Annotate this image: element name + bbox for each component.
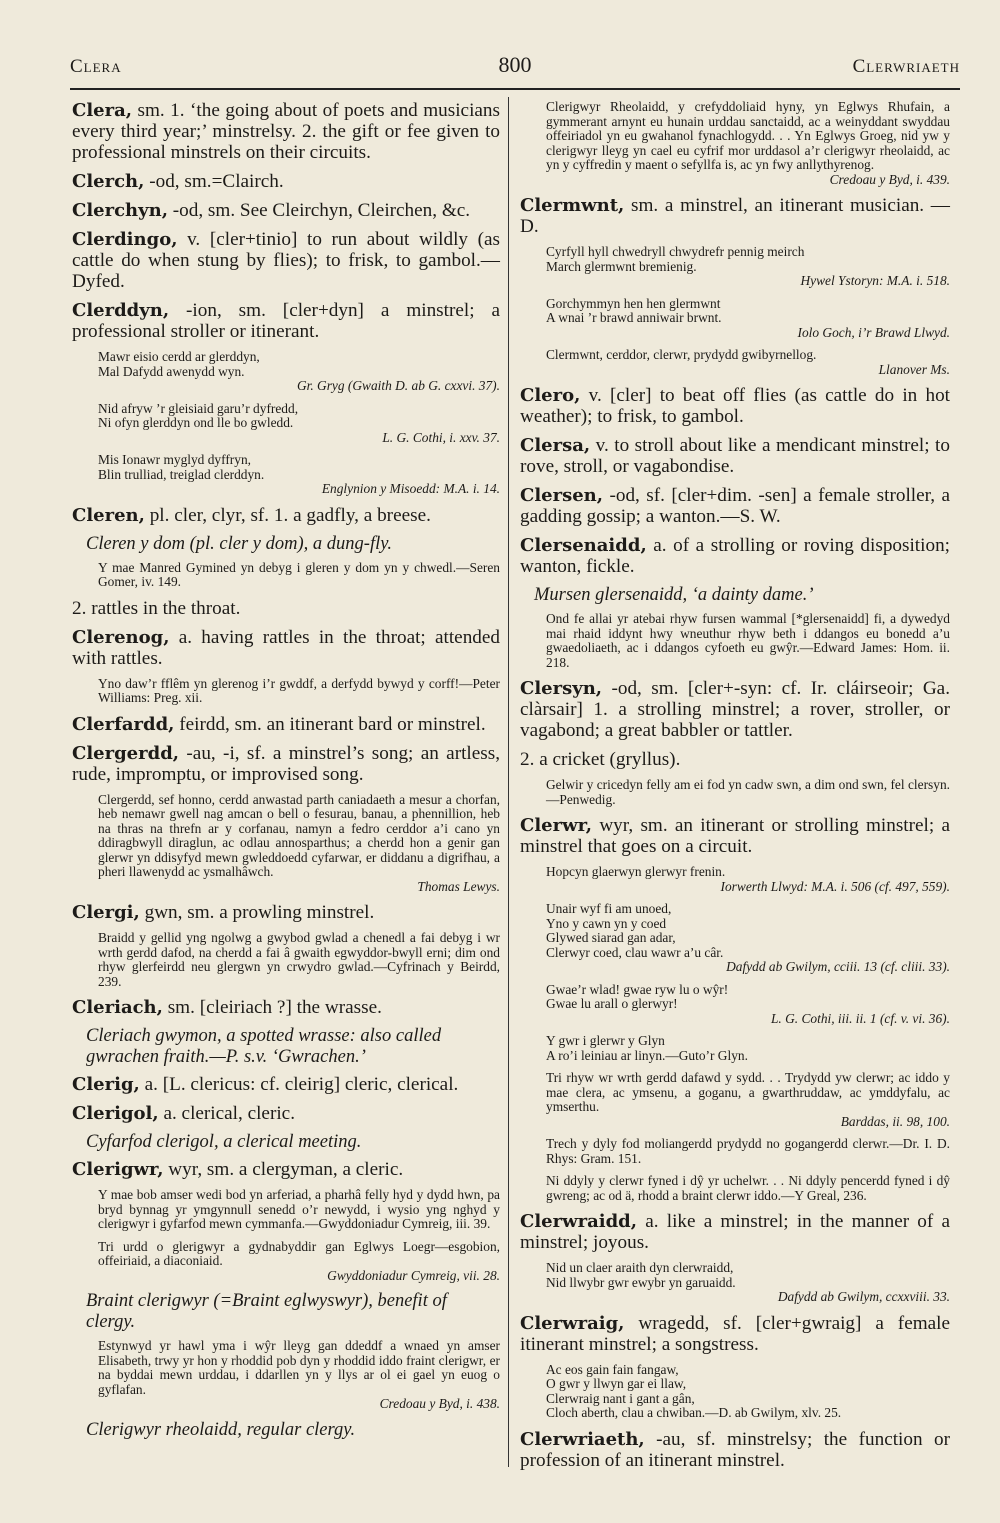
citation-quote bbox=[546, 983, 950, 1027]
quote-text: Y mae Manred Gymined yn debyg i gleren y dom yn y chwedl.—Seren Gomer, iv. 149. bbox=[98, 559, 500, 589]
quote-text: Gelwir y cricedyn felly am ei fod yn cadw swn, a dim ond swn, fel clersyn.—Penwedig. bbox=[546, 777, 950, 807]
quote-text: Clerigwyr Rheolaidd, y crefyddoliaid hyny, yn Eglwys Rhufain, a gymmerant arnynt eu hunain urddau sanctaidd, ac a weinyddant swyddau offeiriadol yn eu gwahanol fynachlogydd. . . Yn Eglwys Groeg, nid yw y clerigwyr lleyg yn cael eu cyfrif mor urddasol a’r clerigwyr rheolaidd, ac yn y cyffredin y maent o sefyllfa is, ac yn fwy anllythyrenog. bbox=[546, 99, 950, 172]
left-column bbox=[72, 100, 500, 1447]
citation-quote bbox=[98, 561, 500, 590]
citation-quote bbox=[98, 350, 500, 394]
dictionary-entry bbox=[72, 100, 500, 163]
entry-definition: wragedd, sf. [cler+gwraig] a female itinerant minstrel; a songstress. bbox=[520, 1312, 950, 1355]
entry-headword: Clerwriaeth, bbox=[520, 1428, 645, 1450]
quote-source: Gr. Gryg (Gwaith D. ab G. cxxvi. 37). bbox=[296, 378, 500, 393]
quote-text: Mawr eisio cerdd ar glerddyn, Mal Dafydd awenydd wyn. bbox=[98, 349, 260, 379]
dictionary-entry bbox=[520, 1313, 950, 1355]
entry-definition: a. of a strolling or roving disposition; wanton, fickle. bbox=[520, 535, 950, 577]
dictionary-entry bbox=[72, 743, 500, 785]
citation-quote bbox=[546, 1174, 950, 1203]
dictionary-entry bbox=[72, 598, 500, 619]
quote-text: Clergerdd, sef honno, cerdd anwastad parth caniadaeth a mesur a chorfan, heb nemawr gwell nag amcan o bell o fesurau, banau, a phennillion, heb na thras na threfn ar y corfanau, namyn a fedro cerddor a’i cano yn ddiragbwyll diraglun, ac odlau annosparthus; a cherdd hon a genir gan glerwr yn ddisyfyd mewn gwleddoedd cyfarwar, er diddanu a digrifhau, a pheri llawenydd ac ysmalhâwch. bbox=[98, 791, 500, 879]
dictionary-entry bbox=[520, 195, 950, 237]
quote-source: Gwyddoniadur Cymreig, vii. 28. bbox=[327, 1267, 500, 1283]
quote-source: Thomas Lewys. bbox=[417, 878, 500, 894]
entry-definition: wyr, sm. a clergyman, a cleric. bbox=[163, 1159, 404, 1180]
entry-definition: -od, sm. [cler+-syn: cf. Ir. cláirseoir; Ga. clàrsair] 1. a strolling minstrel; a rover, stroller, or vagabond; a great babbler or tattler. bbox=[520, 678, 950, 741]
citation-quote bbox=[546, 1363, 950, 1421]
quote-source: Dafydd ab Gwilym, ccxxviii. 33. bbox=[777, 1289, 950, 1304]
entry-headword: Clero, bbox=[520, 385, 581, 406]
quote-text: Gorchymmyn hen hen glermwnt A wnai ’r brawd anniwair brwnt. bbox=[546, 295, 722, 325]
entry-headword: Clergi, bbox=[72, 902, 140, 923]
citation-quote bbox=[546, 348, 950, 377]
dictionary-entry bbox=[520, 535, 950, 577]
quote-text: Gwae’r wlad! gwae ryw lu o wŷr! Gwae lu arall o glerwyr! bbox=[546, 981, 729, 1011]
quote-source: Englynion y Misoedd: M.A. i. 14. bbox=[321, 481, 500, 496]
sub-entry: Braint clerigwyr (=Braint eglwyswyr), benefit of clergy. bbox=[86, 1291, 447, 1332]
entry-headword: Clermwnt, bbox=[520, 195, 625, 216]
quote-text: Mis Ionawr myglyd dyffryn, Blin trulliad, treiglad clerddyn. bbox=[98, 452, 265, 482]
quote-text: Hopcyn glaerwyn glerwyr frenin. bbox=[546, 864, 726, 879]
sub-entry: Mursen glersenaidd, ‘a dainty dame.’ bbox=[534, 585, 814, 605]
dictionary-entry bbox=[72, 714, 500, 735]
quote-source: Credoau y Byd, i. 439. bbox=[829, 171, 950, 187]
quote-text: Braidd y gellid yng ngolwg a gwybod gwlad a chenedl a fai debyg i wr wrth gerdd dafod, na cherdd a fai â gwaith egwyddor-bwyll erni; dim ond rhyw glerfeirdd neu glergwn yn crwydro gwlad.—Cyfrinach y Beirdd, 239. bbox=[98, 930, 500, 989]
quote-text: Ni ddyly y clerwr fyned i dŷ yr uchelwr. . . Ni ddyly pencerdd fyned i dŷ gwreng; ac od ä, rhodd a braint clerwr iddo.—Y Greal, 236. bbox=[546, 1173, 950, 1203]
citation-quote bbox=[546, 865, 950, 894]
dictionary-entry bbox=[520, 435, 950, 477]
citation-quote bbox=[98, 1188, 500, 1232]
entry-definition: -od, sf. [cler+dim. -sen] a female stroller, a gadding gossip; a wanton.—S. W. bbox=[520, 485, 950, 527]
citation-quote bbox=[546, 1137, 950, 1166]
entry-headword: Clerig, bbox=[72, 1074, 140, 1095]
citation-quote bbox=[546, 297, 950, 341]
header-left-guide-word: Clera bbox=[70, 56, 122, 77]
entry-headword: Clerch, bbox=[72, 171, 145, 192]
entry-headword: Clerdingo, bbox=[72, 229, 178, 250]
citation-quote bbox=[98, 1240, 500, 1284]
entry-definition: v. [cler] to beat off flies (as cattle do in hot weather); to frisk, to gambol. bbox=[520, 385, 950, 427]
citation-quote bbox=[98, 677, 500, 706]
sub-entry: Cleriach gwymon, a spotted wrasse: also called gwrachen fraith.—P. s.v. ‘Gwrachen.’ bbox=[86, 1026, 442, 1067]
dictionary-entry bbox=[520, 749, 950, 770]
quote-source: Iolo Goch, i’r Brawd Llwyd. bbox=[797, 324, 950, 340]
entry-definition: a. like a minstrel; in the manner of a minstrel; joyous. bbox=[520, 1211, 950, 1253]
citation-quote bbox=[546, 1071, 950, 1129]
entry-definition: -od, sm. See Cleirchyn, Cleirchen, &c. bbox=[167, 200, 471, 221]
entry-headword: Clersen, bbox=[520, 485, 604, 506]
quote-text: Cyrfyll hyll chwedryll chwydrefr pennig meirch March glermwnt bremienig. bbox=[546, 244, 805, 274]
quote-text: Estynwyd yr hawl yma i wŷr lleyg gan ddeddf a wnaed yn amser Elisabeth, trwy yr hon y rhoddid pob dyn y rhoddid iddo fraint clerigwr, er na byddai mewn urddau, i ddarllen yn y llys ar ol ei gael yn euog o gyflafan. bbox=[98, 1338, 500, 1397]
entry-definition: a. clerical, cleric. bbox=[158, 1103, 295, 1124]
entry-headword: Clersyn, bbox=[520, 678, 603, 699]
quote-text: Y gwr i glerwr y Glyn A ro’i leiniau ar linyn.—Guto’r Glyn. bbox=[546, 1033, 748, 1063]
dictionary-entry bbox=[72, 997, 500, 1018]
citation-quote bbox=[546, 612, 950, 670]
dictionary-entry bbox=[72, 300, 500, 342]
citation-quote bbox=[98, 402, 500, 446]
page-number: 800 bbox=[498, 52, 532, 77]
entry-headword: Clera, bbox=[72, 100, 133, 121]
dictionary-entry bbox=[72, 505, 500, 526]
quote-text: Clermwnt, cerddor, clerwr, prydydd gwibyrnellog. bbox=[546, 347, 817, 362]
entry-headword: Clerddyn, bbox=[72, 300, 170, 321]
quote-text: Tri rhyw wr wrth gerdd dafawd y sydd. . . Trydydd yw clerwr; ac iddo y mae clera, ac ymsenu, a goganu, a gwarthruddaw, ac ymddyfalu, ac ymserthu. bbox=[546, 1070, 950, 1114]
column-divider bbox=[508, 97, 509, 1467]
dictionary-entry bbox=[520, 385, 950, 427]
entry-definition: a. having rattles in the throat; attended with rattles. bbox=[72, 626, 500, 669]
right-column bbox=[520, 100, 950, 1479]
sub-entry: Clerigwyr rheolaidd, regular clergy. bbox=[86, 1419, 356, 1440]
entry-definition: sm. a minstrel, an itinerant musician. —D. bbox=[520, 195, 950, 237]
entry-headword: Clersa, bbox=[520, 435, 591, 456]
citation-quote bbox=[546, 1261, 950, 1305]
entry-definition: -au, -i, sf. a minstrel’s song; an artless, rude, impromptu, or improvised song. bbox=[72, 742, 500, 785]
entry-definition: -ion, sm. [cler+dyn] a minstrel; a professional stroller or itinerant. bbox=[72, 300, 500, 342]
dictionary-entry bbox=[72, 627, 500, 669]
dictionary-entry bbox=[72, 200, 500, 221]
dictionary-entry bbox=[72, 171, 500, 192]
citation-quote bbox=[98, 1339, 500, 1412]
quote-source: L. G. Cothi, iii. ii. 1 (cf. v. vi. 36). bbox=[770, 1010, 950, 1026]
entry-definition: sm. [cleiriach ?] the wrasse. bbox=[162, 997, 382, 1018]
sub-entry: Cleren y dom (pl. cler y dom), a dung-fly. bbox=[86, 533, 393, 554]
dictionary-entry bbox=[520, 1429, 950, 1471]
entry-definition: -au, sf. minstrelsy; the function or profession of an itinerant minstrel. bbox=[520, 1428, 950, 1471]
entry-definition: sm. 1. ‘the going about of poets and musicians every third year;’ minstrelsy. 2. the gift or fee given to professional minstrels on their circuits. bbox=[72, 100, 500, 163]
quote-text: Y mae bob amser wedi bod yn arferiad, a pharhâ felly hyd y dydd hwn, pa bryd bynnag yr ymgynnull senedd o’r newydd, i wysio yng nghyd y clerigwyr i gyfarfod mewn cymmanfa.—Gwyddoniadur Cymreig, iii. 39. bbox=[98, 1187, 500, 1231]
quote-source: Llanover Ms. bbox=[878, 361, 950, 377]
page-header bbox=[70, 52, 960, 84]
entry-headword: Clerfardd, bbox=[72, 713, 175, 735]
quote-source: L. G. Cothi, i. xxv. 37. bbox=[382, 429, 500, 445]
entry-headword: Cleren, bbox=[72, 504, 145, 526]
entry-headword: Clerwraig, bbox=[520, 1312, 625, 1334]
citation-quote bbox=[98, 793, 500, 895]
dictionary-entry bbox=[72, 902, 500, 923]
quote-text: Nid afryw ’r gleisiaid garu’r dyfredd, Ni ofyn glerddyn ond lle bo gwledd. bbox=[98, 400, 299, 430]
quote-text: Trech y dyly fod moliangerdd prydydd no gogangerdd clerwr.—Dr. I. D. Rhys: Gram. 151. bbox=[546, 1136, 950, 1166]
citation-quote bbox=[546, 100, 950, 187]
dictionary-entry bbox=[520, 678, 950, 741]
citation-quote bbox=[98, 453, 500, 497]
quote-text: Unair wyf fi am unoed, Yno y cawn yn y coed Glywed siarad gan adar, Clerwyr coed, clau wawr a’u câr. bbox=[546, 901, 724, 960]
header-rule bbox=[70, 88, 960, 90]
dictionary-entry bbox=[520, 485, 950, 527]
dictionary-entry bbox=[520, 1211, 950, 1253]
sub-entry: Cyfarfod clerigol, a clerical meeting. bbox=[86, 1132, 362, 1152]
entry-headword: Clerigol, bbox=[72, 1103, 159, 1124]
quote-source: Dafydd ab Gwilym, cciii. 13 (cf. cliii. 33). bbox=[726, 959, 950, 974]
citation-quote bbox=[546, 245, 950, 289]
quote-text: Yno daw’r fflêm yn glerenog i’r gwddf, a derfydd bywyd y corff!—Peter Williams: Preg. xii. bbox=[98, 675, 500, 705]
dictionary-entry bbox=[72, 1159, 500, 1180]
entry-headword: Clerenog, bbox=[72, 626, 170, 648]
citation-quote bbox=[546, 902, 950, 975]
citation-quote bbox=[546, 778, 950, 807]
entry-definition: feirdd, sm. an itinerant bard or minstrel. bbox=[174, 713, 486, 735]
quote-source: Barddas, ii. 98, 100. bbox=[840, 1113, 950, 1129]
dictionary-entry bbox=[520, 815, 950, 857]
entry-definition: pl. cler, clyr, sf. 1. a gadfly, a breese. bbox=[144, 504, 431, 526]
entry-headword: Clerwr, bbox=[520, 815, 593, 836]
entry-headword: Clerigwr, bbox=[72, 1159, 164, 1180]
quote-source: Hywel Ystoryn: M.A. i. 518. bbox=[800, 273, 950, 288]
entry-definition: a. [L. clericus: cf. cleirig] cleric, clerical. bbox=[139, 1074, 459, 1095]
entry-definition: wyr, sm. an itinerant or strolling minstrel; a minstrel that goes on a circuit. bbox=[520, 815, 950, 857]
quote-text: Ond fe allai yr atebai rhyw fursen wammal [*glersenaidd] fi, a dywedyd mai rhaid iddynt hwy wneuthur rhyw beth i ddangos eu bonedd a’u gwaedoliaeth, ac i ddangos cyfoeth eu gwŷr.—Edward James: Hom. ii. 218. bbox=[546, 611, 950, 670]
entry-definition: 2. rattles in the throat. bbox=[72, 597, 241, 619]
entry-definition: gwn, sm. a prowling minstrel. bbox=[139, 902, 375, 923]
entry-definition: v. to stroll about like a mendicant minstrel; to rove, stroll, or vagabondise. bbox=[520, 435, 950, 477]
quote-text: Ac eos gain fain fangaw, O gwr y llwyn gar ei llaw, Clerwraig nant i gant a gân, Cloch aberth, clau a chwiban.—D. ab Gwilym, xlv. 25. bbox=[546, 1361, 842, 1420]
entry-headword: Cleriach, bbox=[72, 997, 163, 1018]
entry-definition: 2. a cricket (gryllus). bbox=[520, 749, 681, 770]
entry-headword: Clerchyn, bbox=[72, 200, 168, 221]
dictionary-entry bbox=[72, 1103, 500, 1124]
quote-source: Credoau y Byd, i. 438. bbox=[379, 1396, 500, 1411]
quote-source: Iorwerth Llwyd: M.A. i. 506 (cf. 497, 559). bbox=[720, 878, 950, 894]
quote-text: Tri urdd o glerigwyr a gydnabyddir gan Eglwys Loegr—esgobion, offeiriaid, a diaconiaid. bbox=[98, 1238, 500, 1268]
dictionary-entry bbox=[72, 229, 500, 292]
citation-quote bbox=[546, 1034, 950, 1063]
quote-text: Nid un claer araith dyn clerwraidd, Nid llwybr gwr ewybr yn garuaidd. bbox=[546, 1260, 736, 1290]
entry-headword: Clersenaidd, bbox=[520, 535, 647, 556]
entry-definition: v. [cler+tinio] to run about wildly (as cattle do when stung by flies); to frisk, to gambol.—Dyfed. bbox=[72, 229, 500, 292]
entry-headword: Clerwraidd, bbox=[520, 1211, 638, 1232]
dictionary-entry bbox=[72, 1074, 500, 1095]
citation-quote bbox=[98, 931, 500, 989]
entry-definition: -od, sm.=Clairch. bbox=[144, 171, 284, 192]
header-right-guide-word: Clerwriaeth bbox=[852, 56, 960, 77]
entry-headword: Clergerdd, bbox=[72, 742, 180, 764]
